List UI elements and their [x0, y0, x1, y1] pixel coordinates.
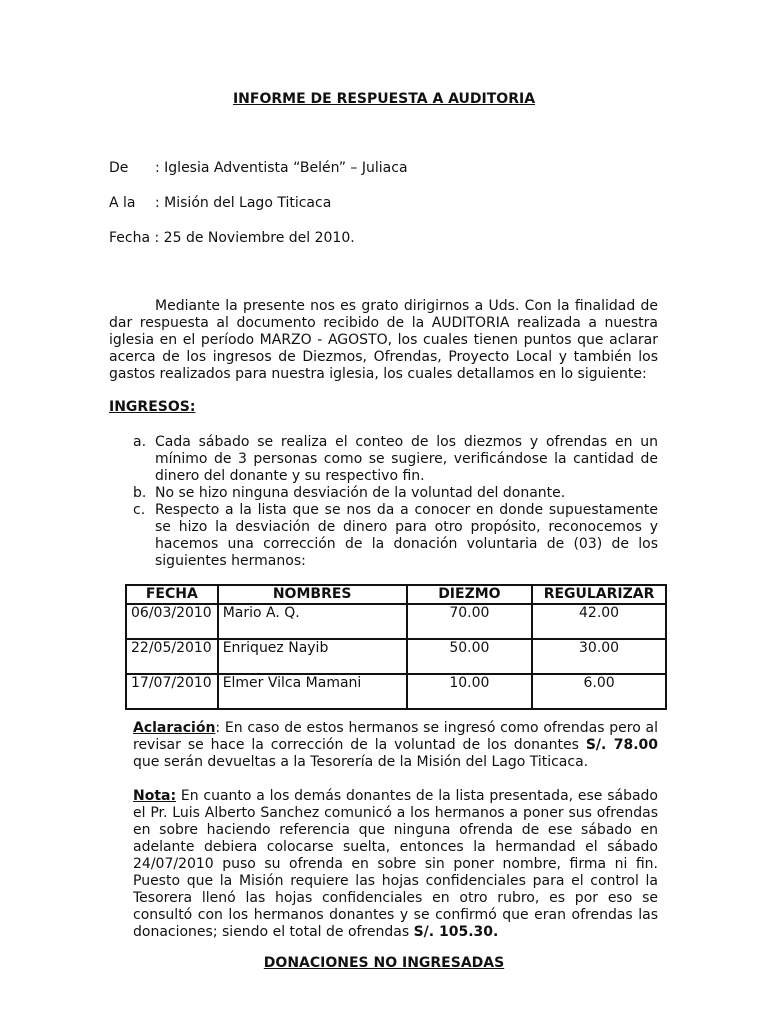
header-regularizar: REGULARIZAR [532, 585, 666, 604]
list-item [133, 434, 658, 485]
donations-table [125, 584, 667, 710]
nota-label: Nota: [133, 788, 177, 804]
cell-fecha: 17/07/2010 [126, 674, 218, 709]
date-label: Fecha [109, 230, 151, 246]
cell-nombre: Elmer Vilca Mamani [218, 674, 407, 709]
table-row [126, 639, 666, 674]
header-diezmo: DIEZMO [407, 585, 532, 604]
list-text: No se hizo ninguna desviación de la voluntad del donante. [155, 485, 566, 501]
table-row [126, 674, 666, 709]
cell-nombre: Enriquez Nayib [218, 639, 407, 674]
date-value: : 25 de Noviembre del 2010. [154, 230, 355, 246]
cell-fecha: 22/05/2010 [126, 639, 218, 674]
table-header-row [126, 585, 666, 604]
cell-regularizar: 6.00 [532, 674, 666, 709]
table-row [126, 604, 666, 639]
cell-regularizar: 30.00 [532, 639, 666, 674]
from-value: : Iglesia Adventista “Belén” – Juliaca [155, 160, 408, 176]
list-marker: b. [133, 485, 147, 501]
cell-diezmo: 50.00 [407, 639, 532, 674]
aclaracion-paragraph [133, 720, 658, 771]
cell-diezmo: 70.00 [407, 604, 532, 639]
section-donaciones: DONACIONES NO INGRESADAS [263, 955, 505, 971]
nota-paragraph [133, 788, 658, 941]
header-to [109, 195, 331, 211]
cell-nombre: Mario A. Q. [218, 604, 407, 639]
aclaracion-text: : En caso de estos hermanos se ingresó como ofrendas pero al revisar se hace la corrección de la voluntad de los donantes [133, 720, 658, 753]
aclaracion-amount: S/. 78.00 [585, 737, 658, 753]
cell-regularizar: 42.00 [532, 604, 666, 639]
cell-fecha: 06/03/2010 [126, 604, 218, 639]
list-marker: c. [133, 502, 146, 518]
to-label: A la [109, 195, 136, 211]
list-text: Respecto a la lista que se nos da a conocer en donde supuestamente se hizo la desviación de dinero para otro propósito, reconocemos y hacemos una corrección de la donación voluntaria de (03) de los siguientes hermanos: [155, 502, 658, 569]
list-marker: a. [133, 434, 147, 450]
section-ingresos: INGRESOS: [109, 399, 196, 415]
aclaracion-label: Aclaración [133, 720, 216, 736]
intro-text: Mediante la presente nos es grato dirigirnos a Uds. Con la finalidad de dar respuesta al documento recibido de la AUDITORIA realizada a nuestra iglesia en el período MARZO - AGOSTO, los cuales tienen puntos que aclarar acerca de los ingresos de Diezmos, Ofrendas, Proyecto Local y también los gastos realizados para nuestra iglesia, los cuales detallamos en lo siguiente: [109, 298, 658, 382]
header-fecha: FECHA [126, 585, 218, 604]
header-from [109, 160, 408, 176]
cell-diezmo: 10.00 [407, 674, 532, 709]
intro-paragraph [109, 298, 658, 383]
header-nombres: NOMBRES [218, 585, 407, 604]
aclaracion-text-after: que serán devueltas a la Tesorería de la Misión del Lago Titicaca. [133, 754, 589, 770]
from-label: De [109, 160, 129, 176]
list-item [133, 502, 658, 570]
document-title: INFORME DE RESPUESTA A AUDITORIA [232, 91, 536, 107]
list-text: Cada sábado se realiza el conteo de los diezmos y ofrendas en un mínimo de 3 personas como se sugiere, verificándose la cantidad de dinero del donante y su respectivo fin. [155, 434, 658, 484]
to-value: : Misión del Lago Titicaca [155, 195, 332, 211]
nota-amount: S/. 105.30. [413, 924, 499, 940]
ingresos-list [133, 434, 658, 570]
header-date [109, 230, 355, 246]
nota-text: En cuanto a los demás donantes de la lista presentada, ese sábado el Pr. Luis Alberto Sanchez comunicó a los hermanos a poner sus ofrendas en sobre haciendo referencia que ninguna ofrenda de ese sábado en adelante debiera colocarse suelta, entonces la hermandad el sábado 24/07/2010 puso su ofrenda en sobre sin poner nombre, firma ni fin. Puesto que la Misión requiere las hojas confidenciales para el control la Tesorera llenó las hojas confidenciales en otro rubro, es por eso se consultó con los hermanos donantes y se confirmó que eran ofrendas las donaciones; siendo el total de ofrendas [133, 788, 658, 940]
list-item [133, 485, 658, 502]
